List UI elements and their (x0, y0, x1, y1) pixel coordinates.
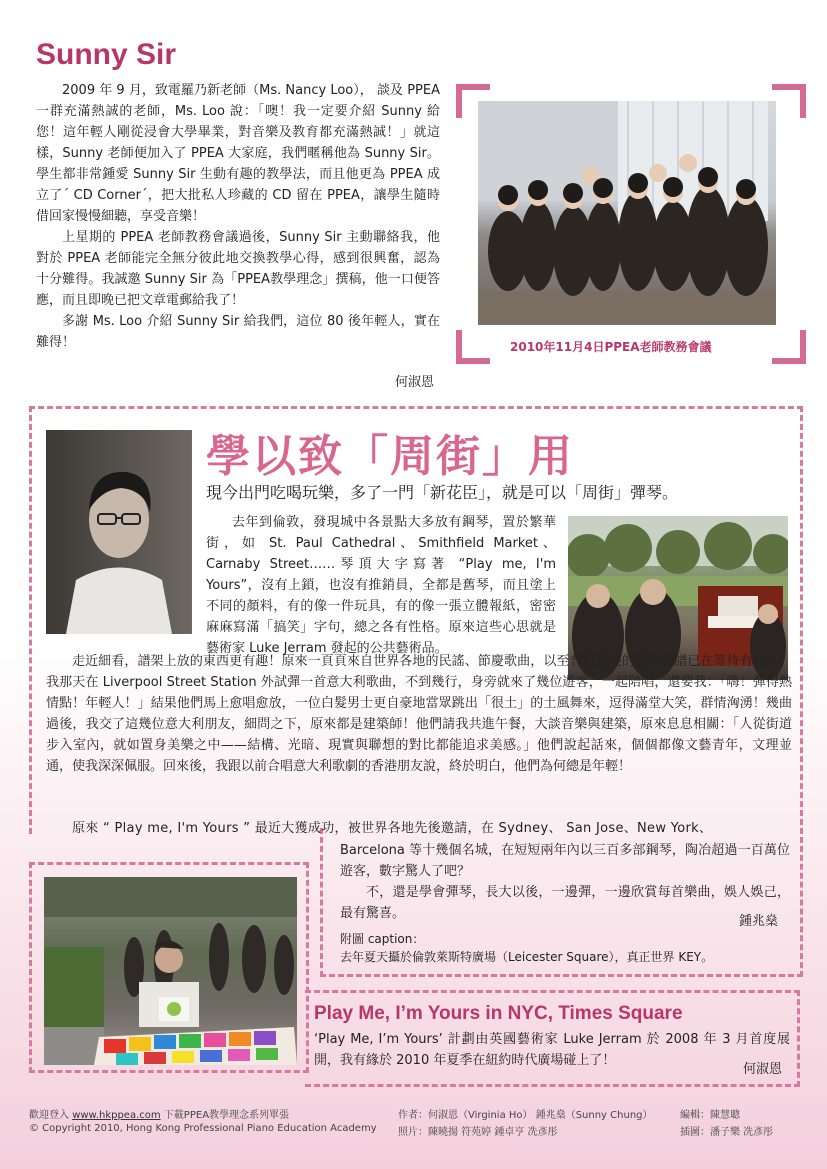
article-paragraph-3-line1 (46, 818, 792, 839)
author-signature: 何淑恩 (743, 1062, 783, 1077)
footer-copyright: © Copyright 2010, Hong Kong Professional Piano Education Academy (29, 1123, 377, 1134)
frame-corner (456, 330, 490, 364)
frame-corner (772, 84, 806, 118)
article-paragraph: 2009 年 9 月，致電羅乃新老師（Ms. Nancy Loo）， 談及 PPEA 一群充滿熱誠的老師，Ms. Loo 說：「噢！我一定要介紹 Sunny 給您！這年輕人剛從浸會大學畢業，對音樂及教育都充滿熱誠！」就這樣，Sunny 老師便加入了 PPEA 大家庭，我們暱稱他為 Sunny Sir。學生都非常鍾愛 Sunny Sir 生動有趣的教學法，而且他更為 PPEA 成立了´ CD Corner´，把大批私人珍藏的 CD 留在 PPEA，讓學生隨時借回家慢慢細聽，享受音樂！ (36, 83, 440, 224)
article-paragraph: ‘Play Me, I’m Yours’ 計劃由英國藝術家 Luke Jerram 於 2008 年 3 月首度展開，我有緣於 2010 年夏季在紐約時代廣場碰上了！ (314, 1032, 790, 1068)
author-portrait-photo (46, 430, 192, 634)
article-paragraph: 多謝 Ms. Loo 介紹 Sunny Sir 給我們，這位 80 後年輕人，實在難得！ (36, 314, 440, 350)
article-paragraph: 去年到倫敦，發現城中各景點大多放有鋼琴，置於繁華街，如 St. Paul Cathedral、Smithfield Market、Carnaby Street……琴頂大字寫著 “Play me, I'm Yours”，沒有上鎖，也沒有推銷員，全都是舊琴，而且塗上不同的顏料，有的像一件玩具，有的像一張立體報紙，密密麻麻寫滿「搞笑」字句，總之各有性格。原來這些心思就是藝術家 Luke Jerram 發起的公共藝術品。 (206, 515, 556, 656)
group-photo-illustration (478, 101, 776, 325)
article-paragraph-3-line2 (340, 840, 790, 882)
article-headline: 學以致「周街」用 (206, 431, 574, 482)
footer-authors: 作者：何淑恩（Virginia Ho） 鍾兆燊（Sunny Chung） (398, 1110, 653, 1121)
footer-illustration: 插圖：潘子樂 冼彥彤 (680, 1127, 774, 1138)
author-signature: 鍾兆燊 (739, 914, 779, 929)
article-paragraph-4-block (340, 882, 790, 924)
caption-label: 附圖 caption： (340, 932, 425, 946)
footer-login-prefix: 歡迎登入 (29, 1110, 69, 1121)
teachers-group-photo (478, 101, 776, 325)
portrait-illustration (46, 430, 192, 634)
photo-caption: 2010年11月4日PPEA老師教務會議 (510, 340, 712, 354)
article-paragraph: 上星期的 PPEA 老師教務會議過後，Sunny Sir 主動聯絡我，他對於 PPEA 老師能完全無分彼此地交換教學心得，感到很興奮，認為十分難得。我誠邀 Sunny Sir 為「PPEA教學理念」撰稿，他一口便答應，而且即晚已把文章電郵給我了！ (36, 230, 440, 308)
nyc-article-title: Play Me, I’m Yours in NYC, Times Square (314, 1003, 683, 1024)
nyc-article-text (314, 1029, 790, 1071)
times-square-illustration (44, 877, 297, 1065)
sunny-sir-article (36, 80, 440, 353)
footer-editor: 編輯：陳慧聰 (680, 1110, 740, 1121)
caption-text: 去年夏天攝於倫敦萊斯特廣場（Leicester Square），真正世界 KEY。 (340, 950, 714, 964)
article-subheadline: 現今出門吃喝玩樂，多了一門「新花臣」，就是可以「周街」彈琴。 (206, 483, 679, 502)
article-paragraph-2-block (46, 651, 792, 777)
footer-login-suffix: 下載PPEA教學理念系列單張 (163, 1110, 290, 1121)
footer-photos: 照片：陳曉揚 符苑婷 鍾卓亨 冼彥彤 (398, 1127, 558, 1138)
times-square-piano-photo (44, 877, 297, 1065)
article-paragraph: 不，還是學會彈琴，長大以後，一邊彈，一邊欣賞每首樂曲，娛人娛己，最有驚喜。 (340, 885, 790, 921)
article-paragraph: Barcelona 等十幾個名城，在短短兩年內以三百多部鋼琴，陶冶超過一百萬位遊客，數字驚人了吧？ (340, 843, 790, 879)
article-paragraph: 原來 “ Play me, I'm Yours ” 最近大獲成功，被世界各地先後邀請，在 Sydney、 San Jose、New York、 (72, 821, 713, 836)
frame-corner (772, 330, 806, 364)
article-paragraph-1-block (206, 512, 556, 659)
author-signature: 何淑恩 (395, 375, 435, 390)
footer-login-line (29, 1106, 289, 1121)
website-link[interactable]: www.hkppea.com (72, 1110, 161, 1121)
section-title-sunny-sir: Sunny Sir (36, 38, 177, 71)
article-paragraph: 走近細看，譜架上放的東西更有趣！原來一頁頁來自世界各地的民謠、節慶歌曲，以至普世通曉的流行曲譜已在等待有心人。我那天在 Liverpool Street Station 外試彈一首意大利歌曲，不到幾行，身旁就來了幾位遊客，一起陪唱，還要我：「嗨！彈得熱情點！年輕人！」結果他們馬上愈唱愈放，一位白髮男士更自豪地當眾跳出「很土」的土風舞來，逗得滿堂大笑，群情洶湧！幾曲過後，我交了這幾位意大利朋友，細問之下，原來都是建築師！他們請我共進午餐，大談音樂與建築，原來息息相關：「人從街道步入室內，就如置身美樂之中——結構、光暗、現實與聯想的對比都能追求美感。」他們說起話來，個個都像文藝青年，文理並通，使我深深佩服。回來後，我跟以前合唱意大利歌劇的香港朋友說，終於明白，他們為何總是年輕！ (46, 654, 792, 774)
